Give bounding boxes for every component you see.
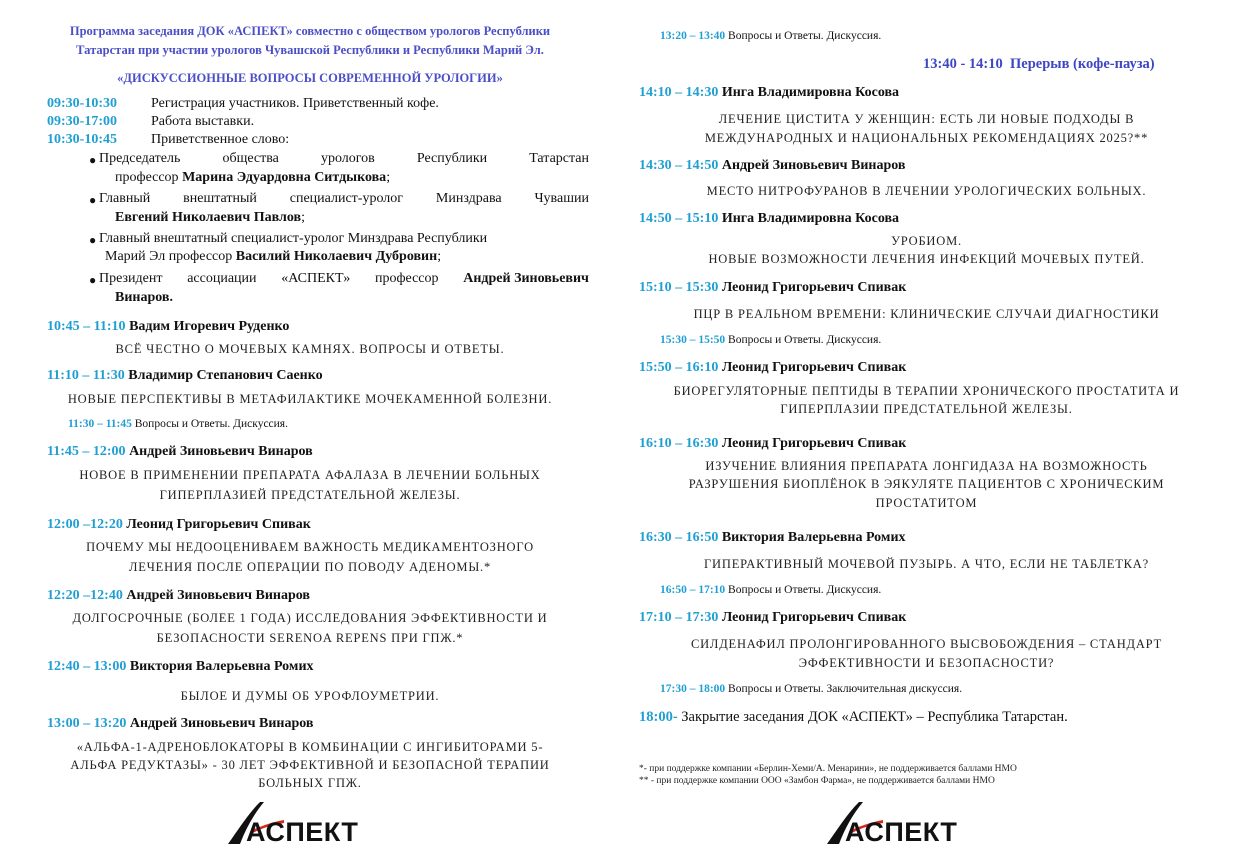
session-header — [47, 517, 311, 533]
time-label: 13:40 - 14:10 — [923, 56, 1003, 72]
session-topic: ГИПЕРПЛАЗИЕЙ ПРЕДСТАТЕЛЬНОЙ ЖЕЛЕЗЫ. — [159, 488, 461, 502]
word: Минздрава — [435, 191, 502, 206]
session-header — [639, 158, 906, 174]
person-name: Марина Эдуардовна Ситдыкова — [182, 170, 387, 185]
time-label: 18:00- — [639, 709, 678, 725]
registration-row — [47, 96, 117, 112]
person-name: Василий Николаевич Дубровин — [235, 249, 438, 264]
session-header — [47, 319, 289, 335]
time-label: 15:30 – 15:50 — [660, 334, 726, 346]
session-topic: СИЛДЕНАФИЛ ПРОЛОНГИРОВАННОГО ВЫСВОБОЖДЕНИЯ – СТАНДАРТ — [690, 637, 1163, 651]
session-topic: УРОБИОМ. — [891, 234, 962, 248]
session-topic: БЫЛОЕ И ДУМЫ ОБ УРОФЛОУМЕТРИИ. — [180, 689, 440, 703]
qa-row — [660, 683, 962, 695]
time-label: 13:00 – 13:20 — [47, 716, 127, 731]
qa-row — [660, 334, 881, 346]
closing-text: Закрытие заседания ДОК «АСПЕКТ» – Республика Татарстан. — [677, 709, 1068, 725]
session-topic: ПОЧЕМУ МЫ НЕДООЦЕНИВАЕМ ВАЖНОСТЬ МЕДИКАМЕНТОЗНОГО — [86, 540, 534, 554]
aspect-logo — [825, 800, 970, 850]
logo-wordmark: АСПЕКТ — [246, 817, 359, 847]
word: Чувашии — [534, 191, 589, 206]
time-label: 12:40 – 13:00 — [47, 659, 127, 674]
time-label: 14:30 – 14:50 — [639, 158, 719, 173]
session-topic: ПЦР В РЕАЛЬНОМ ВРЕМЕНИ: КЛИНИЧЕСКИЕ СЛУЧАИ ДИАГНОСТИКИ — [693, 307, 1160, 321]
list-item: Главный внештатный специалист-уролог Минздрава Республики — [99, 231, 488, 246]
session-header — [639, 530, 906, 546]
registration-row — [47, 132, 117, 148]
word: специалист-уролог — [289, 191, 404, 206]
bullet-icon: ● — [89, 233, 97, 247]
speaker-name: Виктория Валерьевна Ромих — [129, 659, 314, 674]
session-header — [47, 588, 310, 604]
aspect-logo — [226, 800, 371, 850]
header-line-2: Татарстан при участии урологов Чувашской Республики и Республики Марий Эл. — [76, 43, 544, 57]
session-topic: ДОЛГОСРОЧНЫЕ (БОЛЕЕ 1 ГОДА) ИССЛЕДОВАНИЯ ЭФФЕКТИВНОСТИ И — [72, 611, 548, 625]
session-topic: МЕСТО НИТРОФУРАНОВ В ЛЕЧЕНИИ УРОЛОГИЧЕСКИХ БОЛЬНЫХ. — [706, 184, 1147, 198]
list-item — [99, 271, 589, 287]
qa-text: Вопросы и Ответы. Дискуссия. — [725, 334, 882, 346]
speaker-name: Леонид Григорьевич Спивак — [126, 517, 311, 532]
session-header — [639, 610, 906, 626]
time-label: 17:10 – 17:30 — [639, 610, 719, 625]
session-topic: ВСЁ ЧЕСТНО О МОЧЕВЫХ КАМНЯХ. ВОПРОСЫ И ОТВЕТЫ. — [115, 342, 505, 356]
time-label: 12:20 –12:40 — [47, 588, 123, 603]
time-label: 16:50 – 17:10 — [660, 584, 726, 596]
qa-row — [660, 584, 881, 596]
session-topic: ЛЕЧЕНИЯ ПОСЛЕ ОПЕРАЦИИ ПО ПОВОДУ АДЕНОМЫ.* — [129, 560, 491, 574]
person-name: Евгений Николаевич Павлов — [115, 210, 302, 225]
word: ассоциации — [187, 271, 257, 286]
session-header — [639, 360, 906, 376]
session-topic: НОВЫЕ ПЕРСПЕКТИВЫ В МЕТАФИЛАКТИКЕ МОЧЕКАМЕННОЙ БОЛЕЗНИ. — [67, 392, 553, 406]
speaker-name: Инга Владимировна Косова — [721, 85, 900, 100]
closing-row — [639, 709, 1068, 726]
speaker-name: Леонид Григорьевич Спивак — [721, 610, 907, 625]
break-text: Перерыв (кофе-пауза) — [1010, 56, 1155, 72]
session-topic: ЛЕЧЕНИЕ ЦИСТИТА У ЖЕНЩИН: ЕСТЬ ЛИ НОВЫЕ ПОДХОДЫ В — [718, 112, 1135, 126]
session-topic: БЕЗОПАСНОСТИ SERENOA REPENS ПРИ ГПЖ.* — [156, 631, 464, 645]
list-item — [99, 191, 589, 207]
session-header — [639, 211, 899, 227]
time-label: 11:10 – 11:30 — [47, 368, 125, 383]
time-label: 15:10 – 15:30 — [639, 280, 719, 295]
bullet-icon: ● — [89, 193, 97, 207]
time-label: 14:10 – 14:30 — [639, 85, 719, 100]
registration-text: Работа выставки. — [151, 114, 255, 129]
text: ; — [386, 170, 391, 185]
time-label: 14:50 – 15:10 — [639, 211, 719, 226]
text: Марий Эл профессор — [105, 249, 236, 264]
word: урологов — [320, 151, 375, 166]
session-topic: ГИПЕРПЛАЗИИ ПРЕДСТАТЕЛЬНОЙ ЖЕЛЕЗЫ. — [780, 402, 1073, 416]
session-topic: РАЗРУШЕНИЯ БИОПЛЁНОК В ЭЯКУЛЯТЕ ПАЦИЕНТОВ С ХРОНИЧЕСКИМ — [688, 477, 1165, 491]
qa-text: Вопросы и Ответы. Дискуссия. — [725, 584, 882, 596]
speaker-name: Владимир Степанович Саенко — [128, 368, 323, 383]
list-item-cont — [105, 249, 441, 265]
speaker-name: Вадим Игоревич Руденко — [129, 319, 290, 334]
list-item-cont — [115, 170, 390, 186]
session-header — [639, 85, 899, 101]
page-title: «ДИСКУССИОННЫЕ ВОПРОСЫ СОВРЕМЕННОЙ УРОЛОГИИ» — [117, 71, 503, 85]
session-header — [47, 368, 323, 384]
time-label: 12:00 –12:20 — [47, 517, 123, 532]
qa-text: Вопросы и Ответы. Дискуссия. — [131, 418, 288, 430]
speaker-name: Андрей Зиновьевич Винаров — [126, 588, 310, 603]
session-header — [639, 436, 906, 452]
word: Татарстан — [529, 151, 589, 166]
word: Главный — [99, 191, 151, 206]
list-item-cont — [115, 210, 305, 226]
time-label: 11:30 – 11:45 — [68, 418, 132, 430]
session-topic: БОЛЬНЫХ ГПЖ. — [258, 776, 362, 790]
session-topic: МЕЖДУНАРОДНЫХ И НАЦИОНАЛЬНЫХ РЕКОМЕНДАЦИЯХ 2025?** — [704, 131, 1149, 145]
bullet-icon: ● — [89, 153, 97, 167]
time-label: 09:30-17:00 — [47, 114, 117, 129]
header-line-1: Программа заседания ДОК «АСПЕКТ» совместно с обществом урологов Республики — [69, 24, 551, 38]
time-label: 09:30-10:30 — [47, 96, 117, 111]
session-topic: НОВОЕ В ПРИМЕНЕНИИ ПРЕПАРАТА АФАЛАЗА В ЛЕЧЕНИИ БОЛЬНЫХ — [79, 468, 541, 482]
word: общества — [222, 151, 279, 166]
session-topic: ИЗУЧЕНИЕ ВЛИЯНИЯ ПРЕПАРАТА ЛОНГИДАЗА НА ВОЗМОЖНОСТЬ — [705, 459, 1148, 473]
speaker-name: Андрей Зиновьевич Винаров — [721, 158, 906, 173]
qa-row — [660, 30, 881, 42]
footnote: ** - при поддержке компании ООО «Замбон Фарма», не поддерживается баллами НМО — [639, 776, 995, 786]
time-label: 16:10 – 16:30 — [639, 436, 719, 451]
break-row — [923, 56, 1155, 73]
session-topic: НОВЫЕ ВОЗМОЖНОСТИ ЛЕЧЕНИЯ ИНФЕКЦИЙ МОЧЕВЫХ ПУТЕЙ. — [708, 252, 1145, 266]
logo-wordmark: АСПЕКТ — [845, 817, 958, 847]
word: профессор — [374, 271, 439, 286]
person-name: Андрей Зиновьевич — [463, 271, 589, 286]
session-header — [639, 280, 906, 296]
speaker-name: Леонид Григорьевич Спивак — [721, 436, 907, 451]
time-label: 10:45 – 11:10 — [47, 319, 126, 334]
word: Председатель — [99, 151, 181, 166]
list-item-cont — [115, 290, 173, 306]
session-topic: АЛЬФА РЕДУКТАЗЫ» - 30 ЛЕТ ЭФФЕКТИВНОЙ И БЕЗОПАСНОЙ ТЕРАПИИ — [70, 758, 550, 772]
session-topic: ГИПЕРАКТИВНЫЙ МОЧЕВОЙ ПУЗЫРЬ. А ЧТО, ЕСЛИ НЕ ТАБЛЕТКА? — [704, 557, 1149, 571]
registration-text: Регистрация участников. Приветственный кофе. — [151, 96, 439, 111]
word: внештатный — [183, 191, 257, 206]
qa-text: Вопросы и Ответы. Дискуссия. — [725, 30, 882, 42]
speaker-name: Виктория Валерьевна Ромих — [721, 530, 906, 545]
list-item — [99, 151, 589, 167]
speaker-name: Леонид Григорьевич Спивак — [721, 280, 907, 295]
time-label: 11:45 – 12:00 — [47, 444, 126, 459]
time-label: 15:50 – 16:10 — [639, 360, 719, 375]
session-topic: БИОРЕГУЛЯТОРНЫЕ ПЕПТИДЫ В ТЕРАПИИ ХРОНИЧЕСКОГО ПРОСТАТИТА И — [673, 384, 1180, 398]
footnote: *- при поддержке компании «Берлин-Хеми/А. Менарини», не поддерживается баллами НМО — [639, 764, 1017, 774]
session-topic: «АЛЬФА-1-АДРЕНОБЛОКАТОРЫ В КОМБИНАЦИИ С ИНГИБИТОРАМИ 5- — [76, 740, 544, 754]
session-header — [47, 444, 313, 460]
speaker-name: Инга Владимировна Косова — [721, 211, 900, 226]
text: ; — [301, 210, 305, 225]
registration-text: Приветственное слово: — [151, 132, 290, 147]
session-topic: ПРОСТАТИТОМ — [875, 496, 978, 510]
bullet-icon: ● — [89, 273, 97, 287]
word: «АСПЕКТ» — [281, 271, 351, 286]
session-header — [47, 716, 314, 732]
text: ; — [437, 249, 442, 264]
speaker-name: Андрей Зиновьевич Винаров — [129, 716, 314, 731]
registration-row — [47, 114, 117, 130]
word: Республики — [416, 151, 488, 166]
word: Президент — [99, 271, 163, 286]
time-label: 16:30 – 16:50 — [639, 530, 719, 545]
speaker-name: Андрей Зиновьевич Винаров — [129, 444, 313, 459]
qa-text: Вопросы и Ответы. Заключительная дискуссия. — [725, 683, 963, 695]
time-label: 13:20 – 13:40 — [660, 30, 726, 42]
qa-row — [68, 418, 288, 430]
session-topic: ЭФФЕКТИВНОСТИ И БЕЗОПАСНОСТИ? — [798, 656, 1055, 670]
session-header — [47, 659, 314, 675]
time-label: 17:30 – 18:00 — [660, 683, 726, 695]
text: профессор — [115, 170, 183, 185]
time-label: 10:30-10:45 — [47, 132, 117, 147]
person-name: Винаров. — [115, 290, 173, 305]
speaker-name: Леонид Григорьевич Спивак — [721, 360, 907, 375]
